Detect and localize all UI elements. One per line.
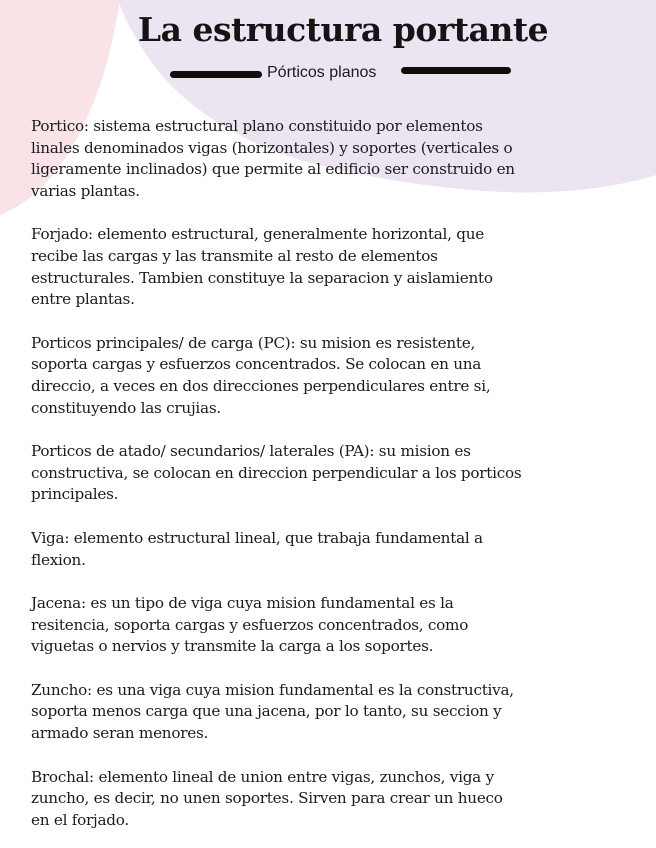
paragraph-line: Brochal: elemento lineal de union entre vigas, zunchos, viga y <box>31 767 494 786</box>
paragraph <box>31 116 641 202</box>
paragraph <box>31 593 641 658</box>
paragraph-line: soporta menos carga que una jacena, por lo tanto, su seccion y <box>31 702 502 721</box>
paragraph-line: zuncho, es decir, no unen soportes. Sirven para crear un hueco <box>31 789 503 808</box>
page-subtitle: Pórticos planos <box>267 64 377 81</box>
paragraph <box>31 224 641 310</box>
paragraph-line: ligeramente inclinados) que permite al edificio ser construido en <box>31 160 515 179</box>
paragraph-line: constituyendo las crujias. <box>31 398 221 417</box>
paragraph-line: flexion. <box>31 550 86 569</box>
paragraph-line: en el forjado. <box>31 810 129 829</box>
paragraph <box>31 767 641 832</box>
paragraph-line: principales. <box>31 485 119 504</box>
paragraph-line: linales denominados vigas (horizontales) y soportes (verticales o <box>31 138 513 157</box>
subtitle-rule-left <box>170 71 262 78</box>
paragraph-line: constructiva, se colocan en direccion perpendicular a los porticos <box>31 463 522 482</box>
body-text <box>31 116 641 831</box>
paragraph <box>31 680 641 745</box>
paragraph-line: viguetas o nervios y transmite la carga a los soportes. <box>31 637 434 656</box>
subtitle-row <box>0 63 656 87</box>
paragraph <box>31 333 641 419</box>
subtitle-rule-right <box>401 67 511 74</box>
paragraph-line: entre plantas. <box>31 290 135 309</box>
paragraph-line: Porticos de atado/ secundarios/ laterales (PA): su mision es <box>31 442 471 461</box>
paragraph-line: armado seran menores. <box>31 724 209 743</box>
paragraph-line: varias plantas. <box>31 181 140 200</box>
paragraph-line: Porticos principales/ de carga (PC): su mision es resistente, <box>31 333 476 352</box>
paragraph-line: Forjado: elemento estructural, generalmente horizontal, que <box>31 225 485 244</box>
paragraph <box>31 441 641 506</box>
paragraph-line: direccio, a veces en dos direcciones perpendiculares entre si, <box>31 376 491 395</box>
paragraph <box>31 528 641 571</box>
page-title: La estructura portante <box>137 10 549 49</box>
paragraph-line: Jacena: es un tipo de viga cuya mision fundamental es la <box>31 594 454 613</box>
paragraph-line: recibe las cargas y las transmite al resto de elementos <box>31 246 438 265</box>
paragraph-line: estructurales. Tambien constituye la separacion y aislamiento <box>31 268 493 287</box>
paragraph-line: Viga: elemento estructural lineal, que trabaja fundamental a <box>31 528 483 547</box>
paragraph-line: Zuncho: es una viga cuya mision fundamental es la constructiva, <box>31 680 514 699</box>
paragraph-line: Portico: sistema estructural plano constituido por elementos <box>31 117 483 135</box>
paragraph-line: soporta cargas y esfuerzos concentrados. Se colocan en una <box>31 355 482 374</box>
paragraph-line: resitencia, soporta cargas y esfuerzos concentrados, como <box>31 615 469 634</box>
